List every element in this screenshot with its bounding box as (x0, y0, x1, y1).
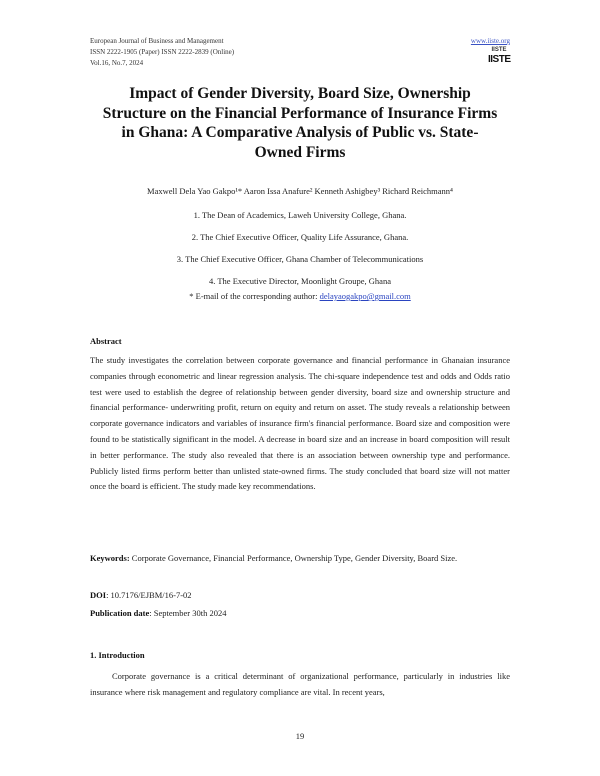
author-list: Maxwell Dela Yao Gakpo¹* Aaron Issa Anafure² Kenneth Ashigbey³ Richard Reichmann⁴ (147, 186, 453, 196)
affiliation-item: 4. The Executive Director, Moonlight Groupe, Ghana (209, 276, 391, 286)
publication-date-value: : September 30th 2024 (149, 608, 227, 618)
journal-url-link[interactable]: www.iiste.org (470, 37, 510, 45)
corresponding-prefix: * E-mail of the corresponding author: (189, 291, 320, 301)
doi-line (90, 590, 510, 600)
journal-name: European Journal of Business and Management (90, 37, 224, 45)
issn-line: ISSN 2222-1905 (Paper) ISSN 2222-2839 (Online) (90, 48, 235, 56)
publication-date-line (90, 608, 510, 618)
keywords-text: Corporate Governance, Financial Performance, Ownership Type, Gender Diversity, Board Size. (131, 553, 458, 563)
introduction-text: Corporate governance is a critical determinant of organizational performance, particularly in industries like insurance where risk management and regulatory compliance are vital. In recent years, (90, 671, 510, 697)
author-email-link[interactable]: delayaogakpo@gmail.com (319, 291, 411, 301)
doi-label: DOI (90, 590, 107, 600)
paper-title: Impact of Gender Diversity, Board Size, Ownership Structure on the Financial Performance of Insurance Firms in Ghana: A Comparative Analysis of Public vs. State-Owned Firms (102, 85, 498, 161)
keywords (90, 551, 510, 567)
logo-bottom-text: IISTE (488, 54, 511, 65)
affiliation-item: 3. The Chief Executive Officer, Ghana Chamber of Telecommunications (176, 254, 424, 264)
affiliation-item: 2. The Chief Executive Officer, Quality Life Assurance, Ghana. (191, 232, 409, 242)
keywords-label: Keywords: (90, 553, 130, 563)
introduction-heading: 1. Introduction (90, 650, 145, 660)
volume-line: Vol.16, No.7, 2024 (90, 59, 144, 67)
affiliation-item: 1. The Dean of Academics, Laweh University College, Ghana. (193, 210, 407, 220)
abstract-text: The study investigates the correlation between corporate governance and financial performance in Ghanaian insurance companies through econometric and linear regression analysis. The chi-square independence test and odds and Odds ratio test were used to establish the degree of relationship between gender diversity, board size and ownership structure and financial performance- underwriting profit, return on equity and return on asset. The study reveals a relationship between corporate governance indicators and variables of insurance firm's financial performance. Board size and composition were found to be statistically significant in the model. A decrease in board size and an increase in board composition will result in better performance. The study also revealed that there is an association between ownership type and performance. Publicly listed firms perform better than unlisted state-owned firms. The study concluded that board size will not matter once the board is efficient. The study made key recommendations. (90, 355, 510, 492)
doi-value: : 10.7176/EJBM/16-7-02 (106, 590, 192, 600)
running-header (90, 36, 510, 69)
affiliation-list (90, 208, 510, 296)
publication-date-label: Publication date (90, 608, 150, 618)
corresponding-author (90, 291, 510, 301)
page-number: 19 (295, 731, 305, 741)
logo-top-text: IISTE (491, 47, 507, 53)
abstract-heading: Abstract (90, 336, 122, 346)
iiste-logo (488, 47, 510, 67)
